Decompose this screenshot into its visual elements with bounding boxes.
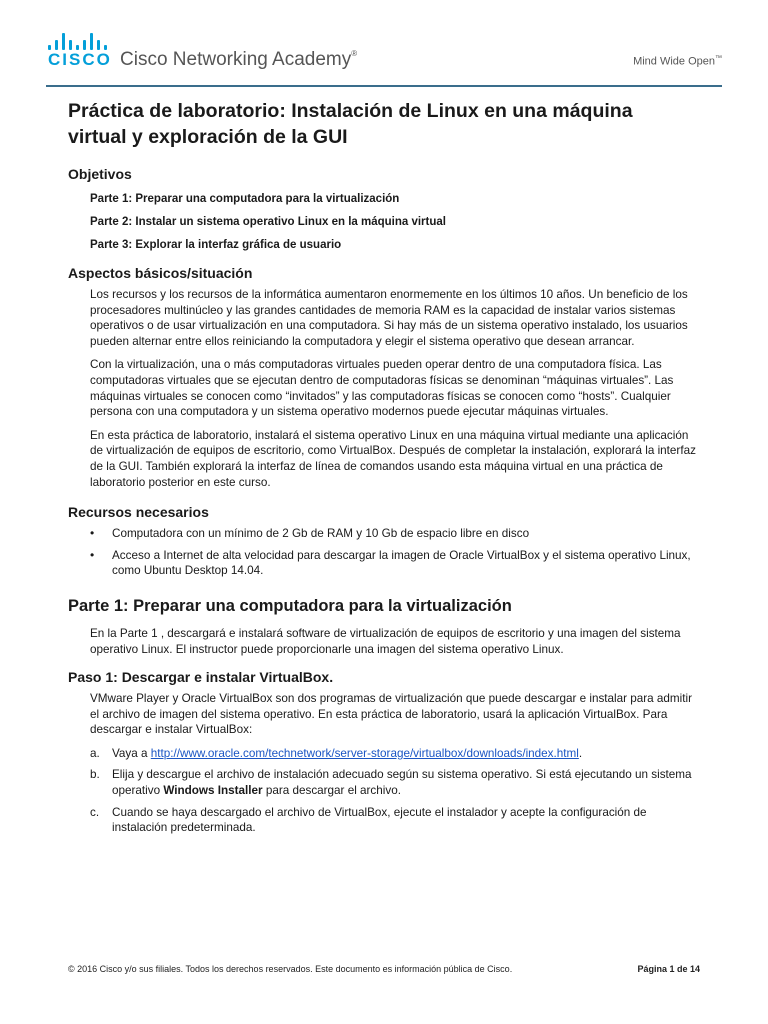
resources-heading: Recursos necesarios: [68, 504, 209, 521]
objectives-list: [90, 188, 702, 257]
step1-heading: Paso 1: Descargar e instalar VirtualBox.: [68, 669, 334, 686]
part1-heading: Parte 1: Preparar una computadora para la virtualización: [68, 596, 512, 615]
step1-item-b: b. Elija y descargue el archivo de instalación adecuado según su sistema operativo. Si está ejecutando un sistema operativo Windows Installer para descargar el archivo.: [90, 768, 692, 798]
background-heading: Aspectos básicos/situación: [68, 265, 253, 281]
page-footer: [68, 964, 700, 974]
cisco-logo-bars-icon: [48, 32, 112, 50]
background-paragraph: Los recursos y los recursos de la informática aumentaron enormemente en los últimos 10 años. Un beneficio de los procesadores multinúcleo y las grandes cantidades de memoria RAM es la capacidad de instalar varios sistemas operativos o de usar virtualización en una computadora. Si hay más de un sistema operativo instalado, los usuarios pueden alternar entre ellos reiniciando la computadora y elegir el sistema operativo que desean arrancar.: [90, 288, 688, 348]
resource-item: • Computadora con un mínimo de 2 Gb de RAM y 10 Gb de espacio libre en disco: [90, 526, 702, 542]
step1-list: [90, 746, 702, 836]
virtualbox-download-link[interactable]: http://www.oracle.com/technetwork/server-storage/virtualbox/downloads/index.html: [150, 746, 579, 760]
page-header: [0, 0, 768, 86]
resource-item: • Acceso a Internet de alta velocidad para descargar la imagen de Oracle VirtualBox y el sistema operativo Linux, como Ubuntu Desktop 14.04.: [90, 548, 702, 579]
objective-item: Parte 2: Instalar un sistema operativo Linux en la máquina virtual: [90, 216, 446, 228]
copyright-text: © 2016 Cisco y/o sus filiales. Todos los derechos reservados. Este documento es información pública de Cisco.: [68, 964, 513, 974]
background-paragraph: En esta práctica de laboratorio, instalará el sistema operativo Linux en una máquina virtual mediante una aplicación de virtualización de equipos de escritorio, como VirtualBox. Después de completar la instalación, explorará la interfaz de la GUI. También explorará la interfaz de línea de comandos usando esta máquina virtual en una práctica de laboratorio posterior en este curso.: [90, 428, 696, 489]
document-title: Práctica de laboratorio: Instalación de Linux en una máquina virtual y exploración de la GUI: [68, 100, 633, 148]
tagline: Mind Wide Open™: [633, 55, 722, 68]
academy-title: Cisco Networking Academy®: [120, 49, 358, 70]
cisco-logo-wordmark: CISCO: [48, 50, 112, 69]
page-number: Página 1 de 14: [637, 964, 700, 974]
step1-intro: VMware Player y Oracle VirtualBox son dos programas de virtualización que puede descargar e instalar para admitir el archivo de imagen del sistema operativo. En esta práctica de laboratorio, usará la aplicación VirtualBox. Para descargar e instalar VirtualBox:: [90, 692, 692, 737]
part1-intro: En la Parte 1 , descargará e instalará software de virtualización de equipos de escritorio y una imagen del sistema operativo Linux. El instructor puede proporcionarle una imagen del sistema operativo Linux.: [90, 626, 681, 656]
objective-item: Parte 3: Explorar la interfaz gráfica de usuario: [90, 239, 342, 251]
document-content: [68, 98, 702, 842]
resources-list: [90, 526, 702, 579]
objective-item: Parte 1: Preparar una computadora para la virtualización: [90, 193, 400, 205]
background-paragraph: Con la virtualización, una o más computadoras virtuales pueden operar dentro de una computadora física. Las computadoras virtuales que se ejecutan dentro de computadoras físicas se denominan “máquinas virtuales”. Las máquinas virtuales se conocen como “invitados” y las computadoras físicas se conocen como “hosts”. Cualquier persona con una computadora y un sistema operativo modernos puede ejecutar máquinas virtuales.: [90, 358, 674, 419]
step1-item-c: c. Cuando se haya descargado el archivo de VirtualBox, ejecute el instalador y acepte la configuración de instalación predeterminada.: [90, 805, 647, 835]
step1-item-a: a. Vaya a http://www.oracle.com/technetwork/server-storage/virtualbox/downloads/index.html.: [90, 746, 583, 760]
objectives-heading: Objetivos: [68, 166, 132, 182]
header-divider: [46, 85, 722, 87]
